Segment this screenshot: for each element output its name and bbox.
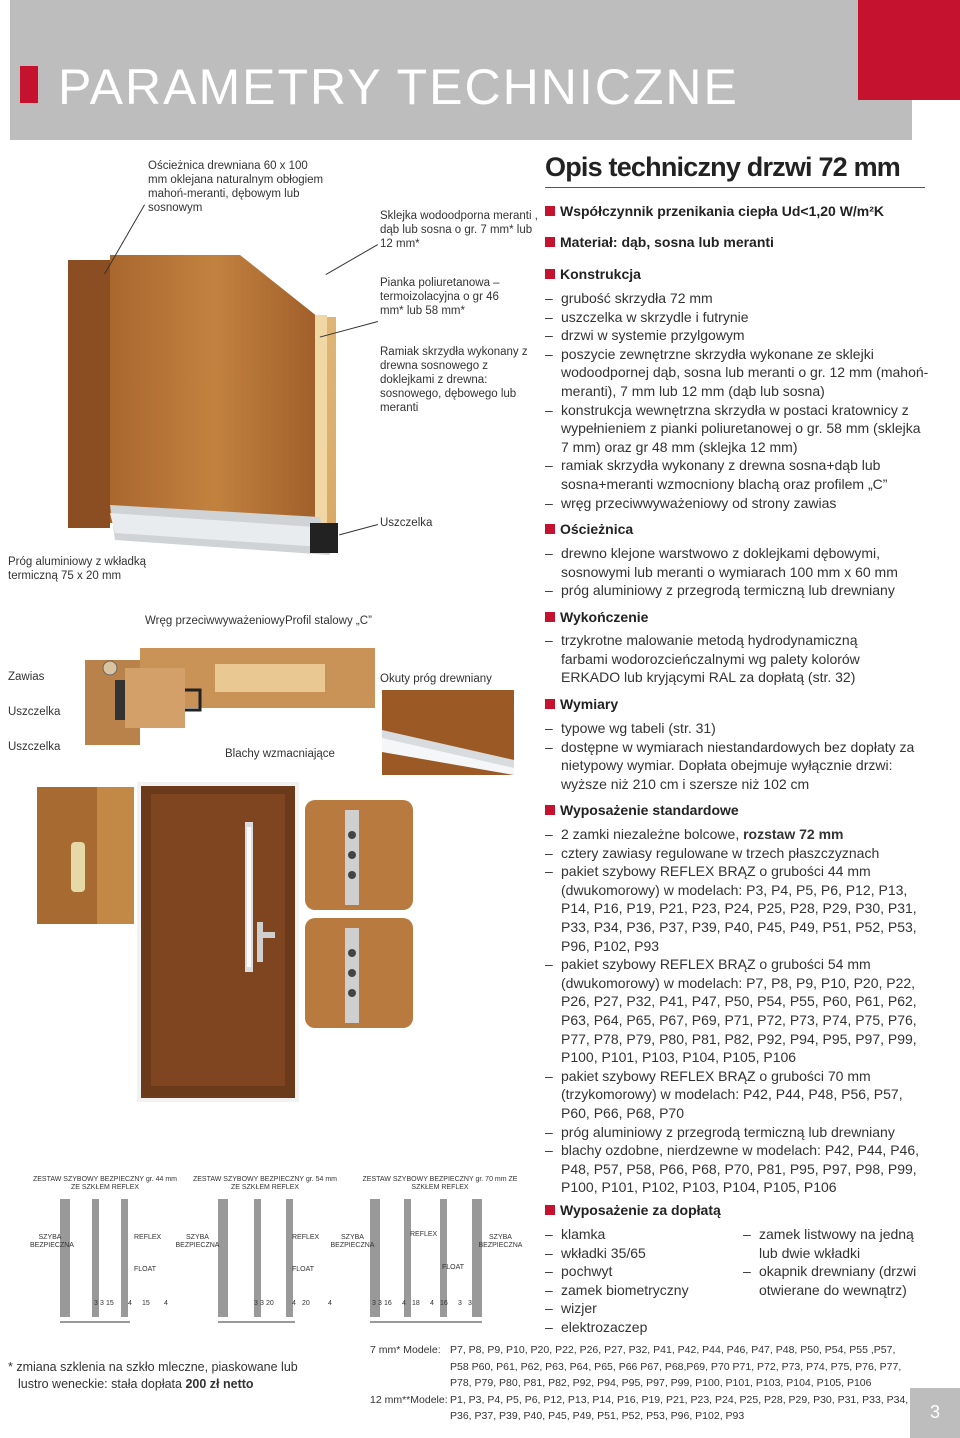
glazing-tag-reflex: REFLEX [292,1234,320,1241]
glazing-tag-right: SZYBA BEZPIECZNA [478,1234,523,1249]
glazing-dimension: 3 [254,1300,258,1307]
oscieznica-list [545,544,930,600]
list-item: – pakiet szybowy REFLEX BRĄZ o grubości 54 mm (dwukomorowy) w modelach: P7, P8, P9, P10, P20, P22, P26, P27, P32, P41, P47, P50, P54, P55, P60, P61, P62, P63, P64, P65, P67, P69, P71, P72, P73, P74, P75, P76, P77, P78, P79, P80, P81, P82, P92, P94, P95, P97, P99, P100, P101, P103, P104, P105, P106 [545,955,930,1067]
callout-c-profile: Profil stalowy „C” [285,615,372,627]
glazing-dimension: 3 [260,1300,264,1307]
page-title: PARAMETRY TECHNICZNE [58,59,739,115]
section-konstrukcja-title: Konstrukcja [545,266,641,282]
list-item: – klamka [545,1225,735,1244]
glazing-tag-float: FLOAT [292,1266,315,1273]
callout-hinge: Zawias [8,671,45,683]
footnote-line-1: * zmiana szklenia na szkło mleczne, piaskowane lub [8,1360,298,1374]
door-cross-section-image [60,255,360,575]
callout-seal-2: Uszczelka [8,706,61,718]
glazing-dimension: 3 [94,1300,98,1307]
callout-frame-wing: Ramiak skrzydła wykonany z drewna sosnowego z doklejkami z drewna: sosnowego, dębowego lub meranti [380,346,528,414]
spec-heat: Współczynnik przenikania ciepła Ud<1,20 W/m²K [545,203,884,219]
list-item: – poszycie zewnętrzne skrzydła wykonane ze sklejki wodoodpornej dąb, sosna lub meranti o gr. 12 mm (mahoń-meranti), 7 mm lub 12 mm (dąb lub sosna) [545,345,930,401]
models-label: 7 mm* Modele: [370,1344,441,1356]
glazing-dimension: 4 [328,1300,332,1307]
callout-plates: Blachy wzmacniające [225,748,335,760]
list-item: – pakiet szybowy REFLEX BRĄZ o grubości 70 mm (trzykomorowy) w modelach: P42, P44, P48, P56, P57, P60, P66, P68, P70 [545,1067,930,1123]
list-item: – próg aluminiowy z przegrodą termiczną lub drewniany [545,1123,930,1142]
lock-photo-1 [305,800,413,910]
lock-photo-2 [305,918,413,1028]
glazing-caption: ZESTAW SZYBOWY BEZPIECZNY gr. 54 mm ZE SZKŁEM REFLEX [192,1176,338,1191]
callout-wood-threshold: Okuty próg drewniany [380,673,492,685]
glazing-tag-float: FLOAT [134,1266,157,1273]
glazing-dimension: 15 [106,1300,114,1307]
callout-bevel: Wręg przeciwwyważeniowy [145,615,285,627]
section-wykonczenie-title: Wykończenie [545,609,648,625]
glazing-dimension: 20 [302,1300,310,1307]
glazing-dimension: 3 [458,1300,462,1307]
wymiary-list [545,719,930,793]
list-item: – blachy ozdobne, nierdzewne w modelach: P42, P44, P46, P48, P57, P58, P66, P68, P70, P81, P95, P97, P98, P99, P100, P101, P102, P103, P104, P105, P106 [545,1141,930,1197]
standard-list [545,825,930,1197]
doplata-list-left [545,1225,735,1337]
glazing-dimension: 16 [440,1300,448,1307]
models-text: P1, P3, P4, P5, P6, P12, P13, P14, P16, P19, P21, P23, P24, P25, P28, P29, P30, P31, P33, P34, P36, P37, P39, P40, P45, P49, P51, P52, P53, P96, P102, P93 [450,1393,909,1422]
frame-section-detail-image [85,620,375,745]
glazing-set-54 [175,1176,340,1329]
specs-divider [545,187,925,188]
glazing-tag-left: SZYBA BEZPIECZNA [330,1234,375,1249]
glazing-tag-left: SZYBA BEZPIECZNA [30,1234,74,1249]
bullet-square-icon [545,805,555,815]
wood-threshold-image [382,690,514,775]
callout-seal-3: Uszczelka [8,741,61,753]
glazing-diagram-54 [190,1194,340,1329]
spec-material: Materiał: dąb, sosna lub meranti [545,234,774,250]
bullet-square-icon [545,699,555,709]
list-item: – uszczelka w skrzydle i futrynie [545,308,930,327]
glazing-dimension: 4 [128,1300,132,1307]
wykonczenie-list [545,631,895,687]
section-wymiary-title: Wymiary [545,696,618,712]
glazing-tag-reflex: REFLEX [134,1234,162,1241]
list-item: – konstrukcja wewnętrzna skrzydła w postaci kratownicy z wypełnieniem z pianki poliuretanowej o gr. 58 mm (sklejka 7 mm) oraz gr 48 mm (sklejka 12 mm) [545,401,930,457]
list-item: – cztery zawiasy regulowane w trzech płaszczyznach [545,844,930,863]
models-table [370,1342,910,1425]
glazing-dimension: 4 [164,1300,168,1307]
bullet-square-icon [545,1205,555,1215]
list-item: – drewno klejone warstwowo z doklejkami dębowymi, sosnowymi lub meranti o wymiarach 100 mm x 60 mm [545,544,930,581]
list-item: – drzwi w systemie przylgowym [545,326,930,345]
callout-plywood: Sklejka wodoodporna meranti , dąb lub sosna o gr. 7 mm* lub 12 mm* [380,210,538,250]
glazing-dimension: 3 [372,1300,376,1307]
list-item: – okapnik drewniany (drzwi otwierane do wewnątrz) [743,1262,928,1299]
list-item: – 2 zamki niezależne bolcowe, rozstaw 72 mm [545,825,930,844]
glazing-dimension: 18 [412,1300,420,1307]
models-text: P7, P8, P9, P10, P20, P22, P26, P27, P32, P41, P42, P44, P46, P47, P48, P50, P54, P55 ,P57, P58 P60, P61, P62, P63, P64, P65, P66 P67, P68,P69, P70 P71, P72, P73, P74, P75, P76, P77, P78, P79, P80, P81, P82, P92, P94, P95, P97, P99, P100, P101, P103, P104, P105, P106 [450,1344,902,1389]
glazing-dimension: 20 [266,1300,274,1307]
glazing-dimension: 3 [378,1300,382,1307]
header-accent-corner [858,0,960,100]
door-photo [137,782,299,1102]
glazing-caption: ZESTAW SZYBOWY BEZPIECZNY gr. 44 mm ZE SZKŁEM REFLEX [32,1176,178,1191]
glazing-dimension: 3 [468,1300,472,1307]
glazing-dimension: 3 [100,1300,104,1307]
list-item: – pakiet szybowy REFLEX BRĄZ o grubości 44 mm (dwukomorowy) w modelach: P3, P4, P5, P6, P12, P13, P14, P16, P19, P21, P23, P24, P25, P28, P29, P30, P31, P33, P34, P36, P37, P39, P40, P45, P49, P51, P52, P53, P96, P102, P93 [545,862,930,955]
bullet-square-icon [545,524,555,534]
hinge-photo [37,787,134,924]
header-accent-square [20,66,38,103]
footnote [8,1359,298,1393]
bullet-square-icon [545,237,555,247]
callout-threshold: Próg aluminiowy z wkładką termiczną 75 x 20 mm [8,556,147,582]
glazing-tag-left: SZYBA BEZPIECZNA [175,1234,220,1249]
glazing-dimension: 4 [292,1300,296,1307]
glazing-diagram-70 [360,1194,520,1329]
list-item: – wręg przeciwwyważeniowy od strony zawias [545,494,930,513]
section-oscieznica-title: Ościeżnica [545,521,633,537]
section-doplata-title: Wyposażenie za dopłatą [545,1202,721,1218]
konstrukcja-list [545,289,930,512]
doplata-list-right [743,1225,928,1299]
glazing-set-44 [30,1176,180,1329]
list-item: – wizjer [545,1299,735,1318]
callout-seal: Uszczelka [380,517,433,529]
list-item: – trzykrotne malowanie metodą hydrodynamiczną farbami wodorozcieńczalnymi wg palety kolorów ERKADO lub kryjącymi RAL za dopłatą (str. 32) [545,631,895,687]
glazing-caption: ZESTAW SZYBOWY BEZPIECZNY gr. 70 mm ZE SZKŁEM REFLEX [362,1176,518,1191]
glazing-dimension: 15 [142,1300,150,1307]
page-number: 3 [929,1402,940,1422]
list-item: – zamek biometryczny [545,1281,735,1300]
glazing-diagram-44 [30,1194,180,1329]
glazing-dimension: 4 [430,1300,434,1307]
standard-list-rest [545,844,930,1197]
list-item: – dostępne w wymiarach niestandardowych bez dopłaty za nietypowy wymiar. Dopłata obejmuje wyłącznie drzwi: wyższe niż 210 cm i szersze niż 102 cm [545,738,930,794]
list-item: – próg aluminiowy z przegrodą termiczną lub drewniany [545,581,930,600]
models-row-7mm [370,1342,910,1392]
list-item: – grubość skrzydła 72 mm [545,289,930,308]
models-row-12mm [370,1392,910,1425]
bullet-square-icon [545,206,555,216]
list-item: – wkładki 35/65 [545,1244,735,1263]
list-item: – zamek listwowy na jedną lub dwie wkładki [743,1225,928,1262]
specs-title: Opis techniczny drzwi 72 mm [545,152,901,182]
glazing-dimension: 16 [384,1300,392,1307]
list-item: – pochwyt [545,1262,735,1281]
glazing-dimension: 4 [402,1300,406,1307]
callout-foam: Pianka poliuretanowa – termoizolacyjna o gr 46 mm* lub 58 mm* [380,277,500,317]
list-item: – ramiak skrzydła wykonany z drewna sosna+dąb lub sosna+meranti wzmocniony blachą oraz profilem „C” [545,456,930,493]
list-item: – typowe wg tabeli (str. 31) [545,719,930,738]
glazing-tag-reflex: REFLEX [410,1231,438,1238]
bullet-square-icon [545,269,555,279]
bullet-square-icon [545,612,555,622]
list-item: – elektrozaczep [545,1318,735,1337]
footnote-line-2: lustro weneckie: stała dopłata 200 zł netto [18,1377,254,1391]
glazing-tag-float: FLOAT [442,1264,465,1271]
models-label: 12 mm**Modele: [370,1393,448,1406]
callout-frame: Ościeżnica drewniana 60 x 100 mm oklejana naturalnym obłogiem mahoń-meranti, dębowym lub sosnowym [148,160,324,214]
section-standard-title: Wyposażenie standardowe [545,802,739,818]
